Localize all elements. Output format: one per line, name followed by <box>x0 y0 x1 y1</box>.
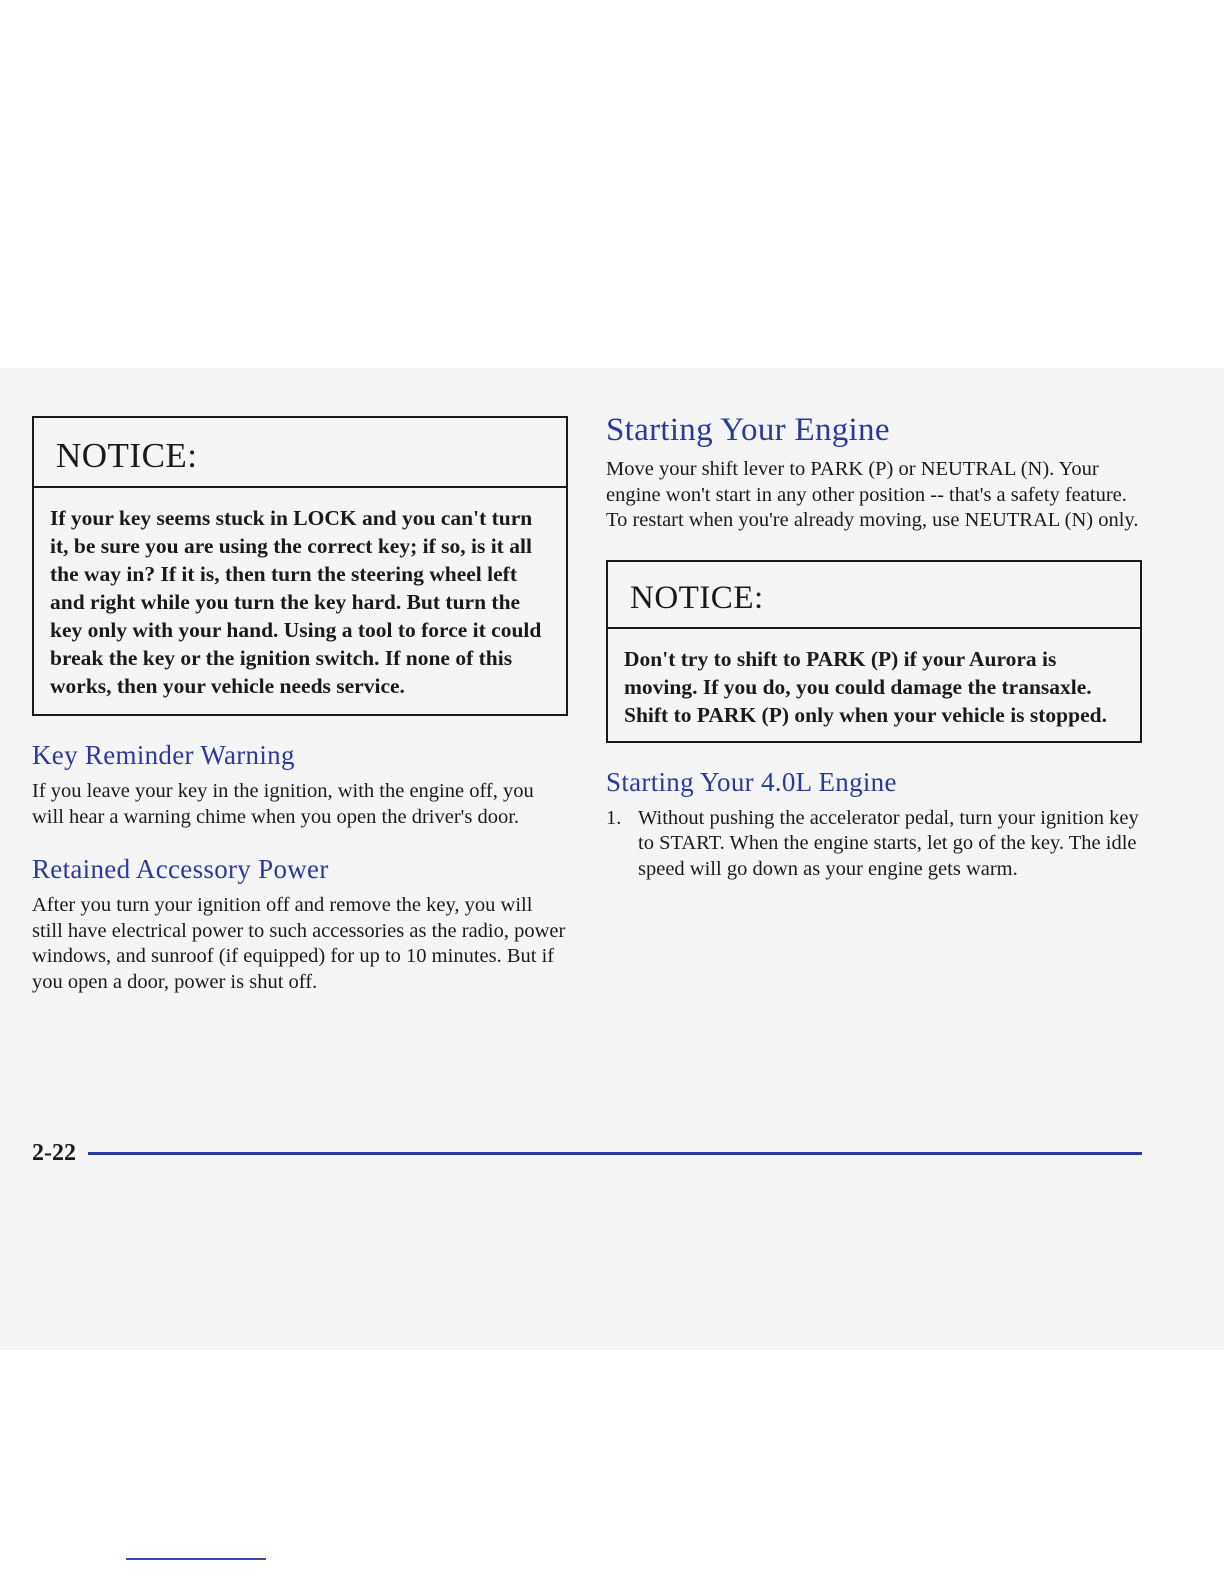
step-text: Without pushing the accelerator pedal, turn your ignition key to START. When the engine starts, let go of the key. The idle speed will go down as your engine gets warm. <box>638 806 1139 880</box>
list-item <box>606 806 1142 883</box>
starting-steps-list <box>606 806 1142 883</box>
bottom-divider <box>126 1558 266 1560</box>
left-column <box>32 416 568 995</box>
starting-engine-text: Move your shift lever to PARK (P) or NEUTRAL (N). Your engine won't start in any other position -- that's a safety feature. To restart when you're already moving, use NEUTRAL (N) only. <box>606 458 1139 531</box>
page-number: 2-22 <box>32 1140 76 1166</box>
starting-engine-heading: Starting Your Engine <box>606 412 890 448</box>
notice-body: Don't try to shift to PARK (P) if your Aurora is moving. If you do, you could damage the transaxle. Shift to PARK (P) only when your vehicle is stopped. <box>624 646 1107 727</box>
retained-power-text: After you turn your ignition off and remove the key, you will still have electrical power to such accessories as the radio, power windows, and sunroof (if equipped) for up to 10 minutes. But if you open a door, power is shut off. <box>32 894 566 993</box>
right-column <box>606 412 1142 882</box>
footer-rule <box>88 1152 1142 1155</box>
notice-box-park <box>606 560 1142 743</box>
starting-40l-heading: Starting Your 4.0L Engine <box>606 766 897 797</box>
notice-title: NOTICE: <box>34 418 566 488</box>
retained-power-heading: Retained Accessory Power <box>32 854 329 884</box>
notice-body: If your key seems stuck in LOCK and you can't turn it, be sure you are using the correct key; if so, is it all the way in? If it is, then turn the steering wheel left and right while you turn the key hard. But turn the key only with your hand. Using a tool to force it could break the key or the ignition switch. If none of this works, then your vehicle needs service. <box>50 506 542 698</box>
key-reminder-heading: Key Reminder Warning <box>32 740 295 770</box>
key-reminder-text: If you leave your key in the ignition, with the engine off, you will hear a warning chime when you open the driver's door. <box>32 780 534 828</box>
notice-title: NOTICE: <box>608 562 1140 629</box>
page-footer <box>32 1140 1142 1167</box>
step-number: 1. <box>606 806 622 829</box>
notice-box-key-stuck <box>32 416 568 716</box>
